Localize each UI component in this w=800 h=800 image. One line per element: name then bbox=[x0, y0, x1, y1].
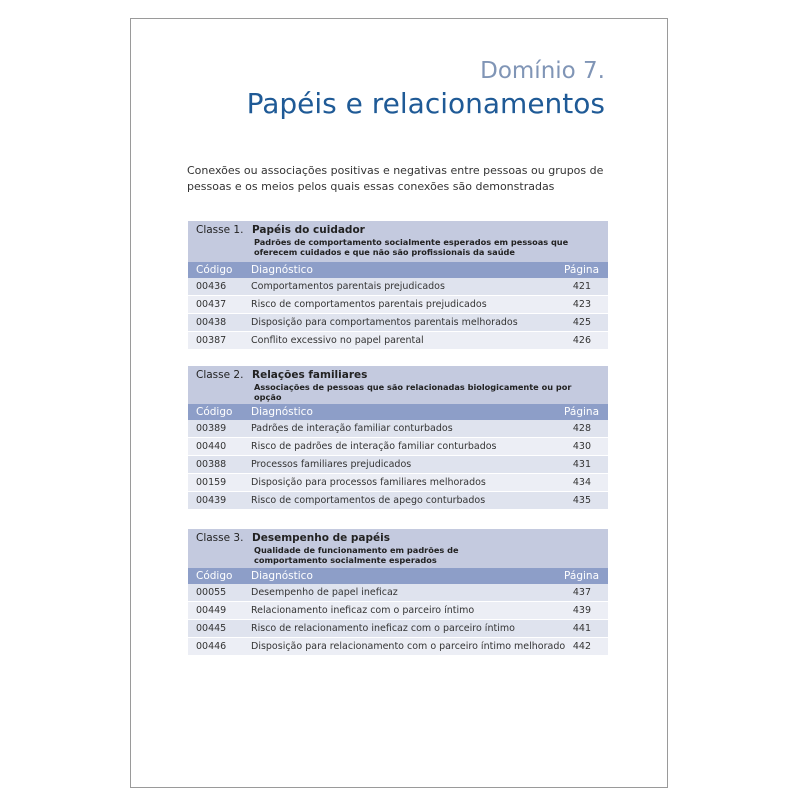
row-code: 00159 bbox=[196, 477, 227, 488]
row-diagnosis: Padrões de interação familiar conturbados bbox=[251, 423, 453, 434]
row-page: 434 bbox=[572, 477, 591, 488]
column-header-page: Página bbox=[564, 570, 599, 582]
row-diagnosis: Disposição para processos familiares melhorados bbox=[251, 477, 486, 488]
table-row bbox=[188, 278, 608, 296]
class-description: Qualidade de funcionamento em padrões de comportamento socialmente esperados bbox=[254, 545, 459, 565]
column-header-code: Código bbox=[196, 264, 233, 276]
class-header bbox=[188, 529, 608, 568]
row-page: 430 bbox=[572, 441, 591, 452]
class-name: Desempenho de papéis bbox=[252, 532, 390, 544]
class-header bbox=[188, 366, 608, 404]
class-1-table bbox=[188, 221, 608, 350]
row-page: 421 bbox=[572, 281, 591, 292]
row-page: 441 bbox=[572, 623, 591, 634]
row-page: 431 bbox=[572, 459, 591, 470]
row-code: 00389 bbox=[196, 423, 227, 434]
row-code: 00387 bbox=[196, 335, 227, 346]
row-page: 423 bbox=[572, 299, 591, 310]
domain-description: Conexões ou associações positivas e negativas entre pessoas ou grupos de pessoas e os meios pelos quais essas conexões são demonstradas bbox=[187, 164, 604, 193]
column-header-row bbox=[188, 404, 608, 420]
row-diagnosis: Risco de padrões de interação familiar conturbados bbox=[251, 441, 497, 452]
domain-label: Domínio 7. bbox=[480, 58, 605, 84]
row-page: 437 bbox=[572, 587, 591, 598]
row-code: 00438 bbox=[196, 317, 227, 328]
row-page: 435 bbox=[572, 495, 591, 506]
table-row bbox=[188, 474, 608, 492]
row-diagnosis: Relacionamento ineficaz com o parceiro íntimo bbox=[251, 605, 475, 616]
column-header-code: Código bbox=[196, 406, 233, 418]
document-page bbox=[130, 18, 668, 788]
class-number: Classe 1. bbox=[196, 224, 244, 236]
row-code: 00440 bbox=[196, 441, 227, 452]
row-diagnosis: Conflito excessivo no papel parental bbox=[251, 335, 424, 346]
row-page: 426 bbox=[572, 335, 591, 346]
table-row bbox=[188, 492, 608, 510]
column-header-page: Página bbox=[564, 406, 599, 418]
row-code: 00445 bbox=[196, 623, 227, 634]
class-3-table bbox=[188, 529, 608, 656]
class-number: Classe 3. bbox=[196, 532, 244, 544]
row-code: 00449 bbox=[196, 605, 227, 616]
column-header-diagnosis: Diagnóstico bbox=[251, 570, 313, 582]
row-code: 00439 bbox=[196, 495, 227, 506]
row-code: 00388 bbox=[196, 459, 227, 470]
row-page: 425 bbox=[572, 317, 591, 328]
column-header-diagnosis: Diagnóstico bbox=[251, 406, 313, 418]
row-code: 00437 bbox=[196, 299, 227, 310]
row-diagnosis: Risco de relacionamento ineficaz com o parceiro íntimo bbox=[251, 623, 515, 634]
row-diagnosis: Comportamentos parentais prejudicados bbox=[251, 281, 445, 292]
class-header bbox=[188, 221, 608, 262]
row-code: 00055 bbox=[196, 587, 227, 598]
row-diagnosis: Disposição para relacionamento com o parceiro íntimo melhorado bbox=[251, 641, 566, 652]
table-row bbox=[188, 584, 608, 602]
table-row bbox=[188, 620, 608, 638]
row-page: 442 bbox=[572, 641, 591, 652]
column-header-code: Código bbox=[196, 570, 233, 582]
table-row bbox=[188, 638, 608, 656]
row-diagnosis: Disposição para comportamentos parentais melhorados bbox=[251, 317, 518, 328]
class-number: Classe 2. bbox=[196, 369, 244, 381]
row-page: 428 bbox=[572, 423, 591, 434]
row-page: 439 bbox=[572, 605, 591, 616]
row-code: 00446 bbox=[196, 641, 227, 652]
table-row bbox=[188, 314, 608, 332]
table-row bbox=[188, 332, 608, 350]
row-diagnosis: Processos familiares prejudicados bbox=[251, 459, 412, 470]
table-row bbox=[188, 420, 608, 438]
row-diagnosis: Desempenho de papel ineficaz bbox=[251, 587, 398, 598]
column-header-row bbox=[188, 568, 608, 584]
table-row bbox=[188, 456, 608, 474]
column-header-row bbox=[188, 262, 608, 278]
class-description: Padrões de comportamento socialmente esperados em pessoas que oferecem cuidados e que não são profissionais da saúde bbox=[254, 237, 569, 257]
table-row bbox=[188, 602, 608, 620]
row-code: 00436 bbox=[196, 281, 227, 292]
class-name: Papéis do cuidador bbox=[252, 224, 365, 236]
class-description: Associações de pessoas que são relacionadas biologicamente ou por opção bbox=[254, 382, 572, 402]
column-header-diagnosis: Diagnóstico bbox=[251, 264, 313, 276]
table-row bbox=[188, 438, 608, 456]
row-diagnosis: Risco de comportamentos parentais prejudicados bbox=[251, 299, 487, 310]
class-2-table bbox=[188, 366, 608, 510]
row-diagnosis: Risco de comportamentos de apego conturbados bbox=[251, 495, 486, 506]
domain-title: Papéis e relacionamentos bbox=[246, 87, 605, 120]
column-header-page: Página bbox=[564, 264, 599, 276]
table-row bbox=[188, 296, 608, 314]
class-name: Relações familiares bbox=[252, 369, 368, 381]
